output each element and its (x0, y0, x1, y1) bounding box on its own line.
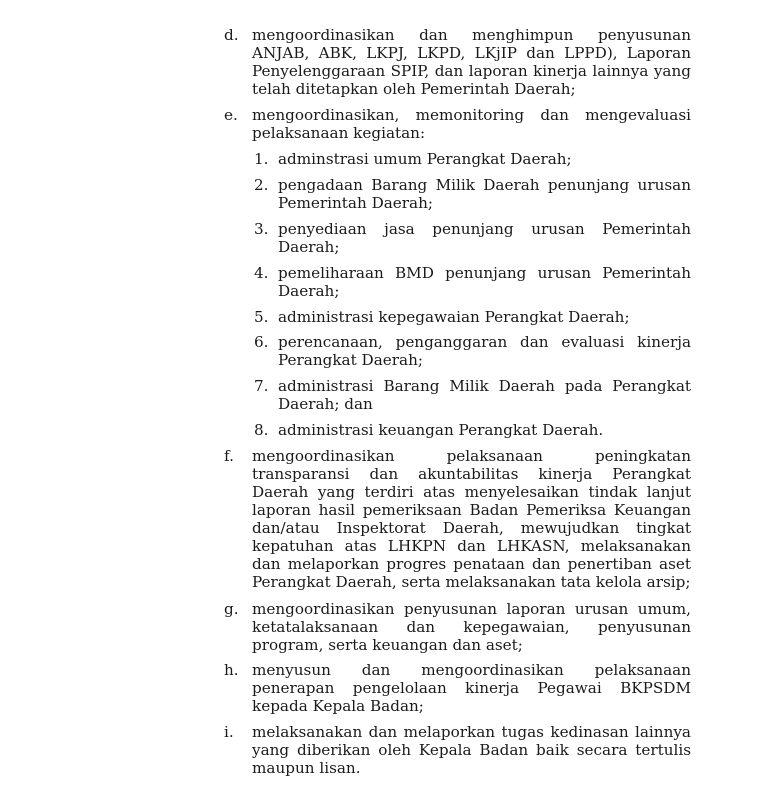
list-item-text: mengoordinasikan, memonitoring dan mengevaluasi pelaksanaan kegiatan: (252, 106, 691, 142)
sub-item-text: administrasi keuangan Perangkat Daerah. (278, 421, 604, 439)
list-item-text: melaksanakan dan melaporkan tugas kedinasan lainnya yang diberikan oleh Kepala Badan baik secara tertulis maupun lisan. (252, 723, 691, 777)
sub-item-text: pemeliharaan BMD penunjang urusan Pemerintah Daerah; (278, 264, 691, 300)
sub-item-text: adminstrasi umum Perangkat Daerah; (278, 150, 572, 168)
sub-marker: 7. (254, 377, 269, 395)
sub-marker: 1. (254, 150, 269, 168)
list-item-f (224, 447, 691, 591)
sub-item-2 (254, 176, 691, 212)
list-marker: f. (224, 447, 234, 465)
list-marker: e. (224, 106, 238, 124)
sub-marker: 8. (254, 421, 269, 439)
sub-item-4 (254, 264, 691, 300)
list-marker: i. (224, 723, 234, 741)
list-item-g (224, 600, 691, 654)
sub-item-3 (254, 220, 691, 256)
list-item-text: mengoordinasikan pelaksanaan peningkatan transparansi dan akuntabilitas kinerja Perangkat Daerah yang terdiri atas menyelesaikan tindak lanjut laporan hasil pemeriksaan Badan Pemeriksa Keuangan dan/atau Inspektorat Daerah, mewujudkan tingkat kepatuhan atas LHKPN dan LHKASN, melaksanakan dan melaporkan progres penataan dan penertiban aset Perangkat Daerah, serta melaksanakan tata kelola arsip; (252, 447, 691, 591)
sub-item-1 (254, 150, 691, 168)
list-item-h (224, 661, 691, 715)
sub-item-8 (254, 421, 691, 439)
sub-item-text: administrasi Barang Milik Daerah pada Perangkat Daerah; dan (278, 377, 691, 413)
list-item-e (224, 106, 691, 142)
list-marker: g. (224, 600, 239, 618)
sub-marker: 4. (254, 264, 269, 282)
list-item-text: mengoordinasikan dan menghimpun penyusunan ANJAB, ABK, LKPJ, LKPD, LKjIP dan LPPD), Laporan Penyelenggaraan SPIP, dan laporan kinerja lainnya yang telah ditetapkan oleh Pemerintah Daerah; (252, 26, 691, 98)
sub-marker: 2. (254, 176, 269, 194)
sub-marker: 3. (254, 220, 269, 238)
sub-marker: 6. (254, 333, 269, 351)
sub-item-text: pengadaan Barang Milik Daerah penunjang urusan Pemerintah Daerah; (278, 176, 691, 212)
sub-item-text: perencanaan, penganggaran dan evaluasi kinerja Perangkat Daerah; (278, 333, 691, 369)
list-marker: d. (224, 26, 239, 44)
list-item-text: menyusun dan mengoordinasikan pelaksanaan penerapan pengelolaan kinerja Pegawai BKPSDM kepada Kepala Badan; (252, 661, 691, 715)
sub-item-text: administrasi kepegawaian Perangkat Daerah; (278, 308, 630, 326)
list-item-text: mengoordinasikan penyusunan laporan urusan umum, ketatalaksanaan dan kepegawaian, penyusunan program, serta keuangan dan aset; (252, 600, 691, 654)
sub-item-7 (254, 377, 691, 413)
list-item-i (224, 723, 691, 777)
sub-item-6 (254, 333, 691, 369)
list-marker: h. (224, 661, 239, 679)
list-item-d (224, 26, 691, 98)
sub-marker: 5. (254, 308, 269, 326)
sub-item-5 (254, 308, 691, 326)
sub-item-text: penyediaan jasa penunjang urusan Pemerintah Daerah; (278, 220, 691, 256)
